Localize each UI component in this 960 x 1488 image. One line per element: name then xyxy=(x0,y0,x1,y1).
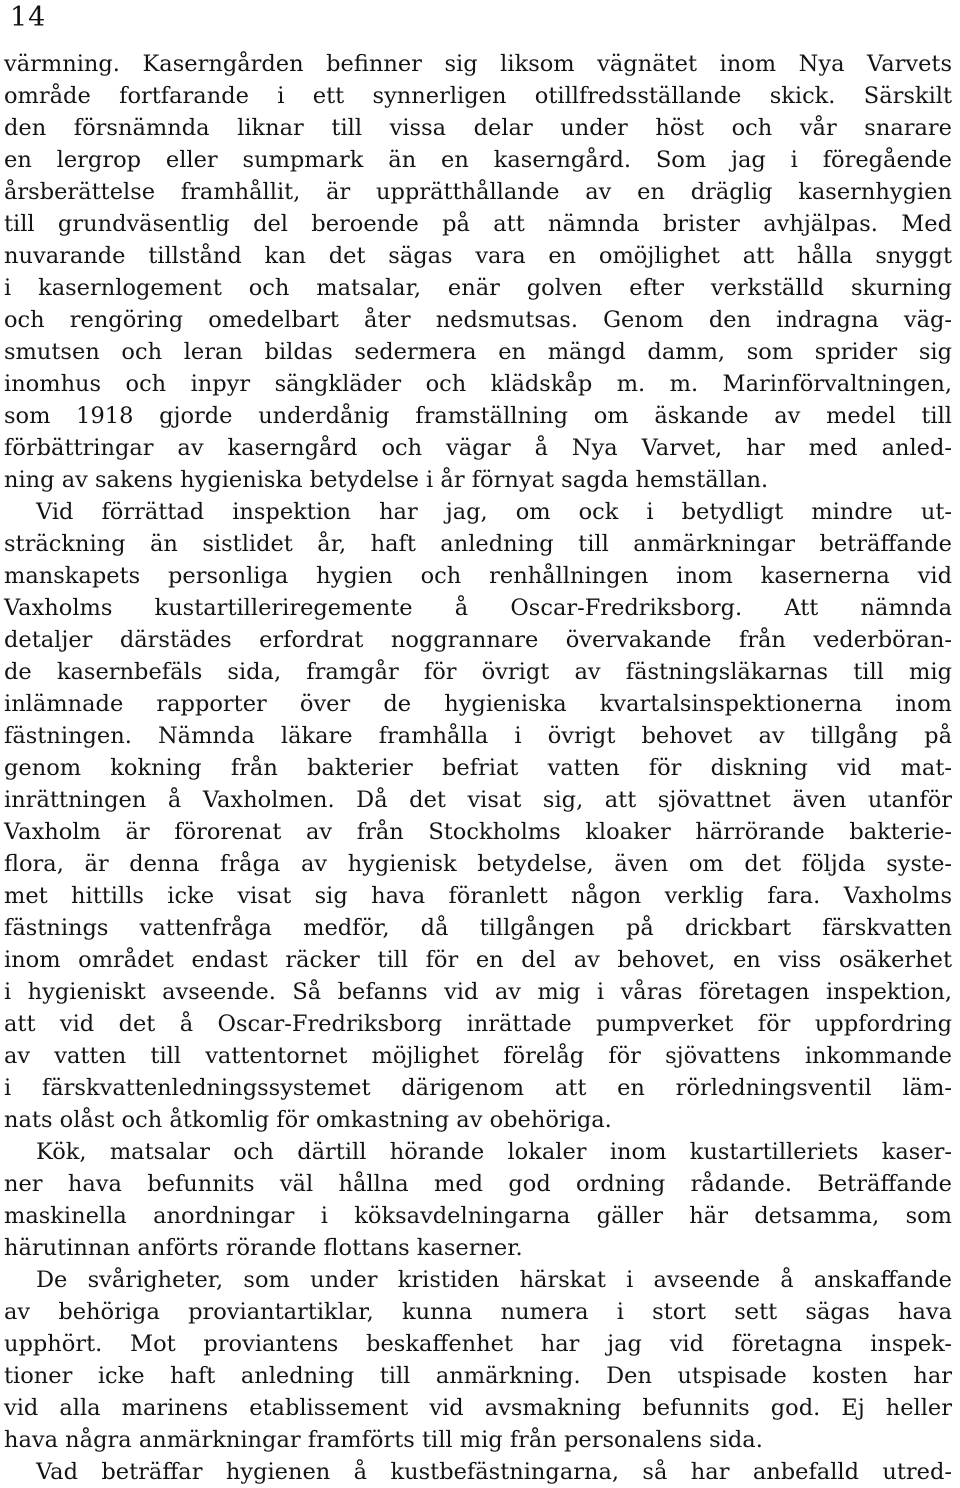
text-line: att vid det å Oscar-Fredriksborg inrättade pumpverket för uppfordring xyxy=(4,1011,952,1037)
text-line: vid alla marinens etablissement vid avsmakning befunnits god. Ej heller xyxy=(4,1395,952,1421)
text-line: Vid förrättad inspektion har jag, om ock i betydligt mindre ut- xyxy=(36,499,952,525)
text-line: inom området endast räcker till för en del av behovet, en viss osäkerhet xyxy=(4,947,952,973)
text-line: område fortfarande i ett synnerligen otillfredsställande skick. Särskilt xyxy=(4,83,952,109)
text-line: i hygieniskt avseende. Så befanns vid av mig i våras företagen inspektion, xyxy=(4,979,952,1005)
text-line: nuvarande tillstånd kan det sägas vara en omöjlighet att hålla snyggt xyxy=(4,243,952,269)
text-line: fästnings vattenfråga medför, då tillgången på drickbart färskvatten xyxy=(4,915,952,941)
text-line: maskinella anordningar i köksavdelningarna gäller här detsamma, som xyxy=(4,1203,952,1229)
text-line: härutinnan anförts rörande flottans kaserner. xyxy=(4,1235,523,1261)
text-line: i färskvattenledningssystemet därigenom att en rörledningsventil läm- xyxy=(4,1075,952,1101)
text-line: upphört. Mot proviantens beskaffenhet har jag vid företagna inspek- xyxy=(4,1331,952,1357)
text-line: Vad beträffar hygienen å kustbefästningarna, så har anbefalld utred- xyxy=(36,1459,952,1485)
text-line: en lergrop eller sumpmark än en kaserngård. Som jag i föregående xyxy=(4,147,952,173)
text-line: manskapets personliga hygien och renhållningen inom kasernerna vid xyxy=(4,563,952,589)
text-line: ning av sakens hygieniska betydelse i år förnyat sagda hemställan. xyxy=(4,467,769,493)
text-line: met hittills icke visat sig hava föranlett någon verklig fara. Vaxholms xyxy=(4,883,952,909)
text-line: och rengöring omedelbart åter nedsmutsas. Genom den indragna väg- xyxy=(4,307,952,333)
text-line: förbättringar av kaserngård och vägar å Nya Varvet, har med anled- xyxy=(4,435,952,461)
text-line: Kök, matsalar och därtill hörande lokaler inom kustartilleriets kaser- xyxy=(36,1139,952,1165)
text-line: flora, är denna fråga av hygienisk betydelse, även om det följda syste- xyxy=(4,851,952,877)
text-line: ner hava befunnits väl hållna med god ordning rådande. Beträffande xyxy=(4,1171,952,1197)
text-line: De svårigheter, som under kristiden härskat i avseende å anskaffande xyxy=(36,1267,952,1293)
text-line: hava några anmärkningar framförts till mig från personalens sida. xyxy=(4,1427,763,1453)
text-line: genom kokning från bakterier befriat vatten för diskning vid mat- xyxy=(4,755,952,781)
text-line: av vatten till vattentornet möjlighet förelåg för sjövattens inkommande xyxy=(4,1043,952,1069)
text-line: inlämnade rapporter över de hygieniska kvartalsinspektionerna inom xyxy=(4,691,952,717)
text-line: som 1918 gjorde underdånig framställning om äskande av medel till xyxy=(4,403,952,429)
text-line: smutsen och leran bildas sedermera en mängd damm, som sprider sig xyxy=(4,339,952,365)
text-line: tioner icke haft anledning till anmärkning. Den utspisade kosten har xyxy=(4,1363,952,1389)
text-line: den försnämnda liknar till vissa delar under höst och vår snarare xyxy=(4,115,952,141)
text-line: de kasernbefäls sida, framgår för övrigt av fästningsläkarnas till mig xyxy=(4,659,952,685)
page-number: 14 xyxy=(10,2,47,33)
text-line: Vaxholms kustartilleriregemente å Oscar-Fredriksborg. Att nämnda xyxy=(4,595,952,621)
text-line: Vaxholm är förorenat av från Stockholms kloaker härrörande bakterie- xyxy=(4,819,952,845)
text-line: nats olåst och åtkomlig för omkastning av obehöriga. xyxy=(4,1107,612,1133)
text-line: inrättningen å Vaxholmen. Då det visat sig, att sjövattnet även utanför xyxy=(4,787,952,813)
text-line: inomhus och inpyr sängkläder och klädskåp m. m. Marinförvaltningen, xyxy=(4,371,952,397)
text-line: sträckning än sistlidet år, haft anledning till anmärkningar beträffande xyxy=(4,531,952,557)
text-line: årsberättelse framhållit, är upprätthållande av en dräglig kasernhygien xyxy=(4,179,952,205)
text-line: värmning. Kaserngården befinner sig liksom vägnätet inom Nya Varvets xyxy=(4,51,952,77)
text-line: till grundväsentlig del beroende på att nämnda brister avhjälpas. Med xyxy=(4,211,952,237)
text-line: av behöriga proviantartiklar, kunna numera i stort sett sägas hava xyxy=(4,1299,952,1325)
text-line: detaljer därstädes erfordrat noggrannare övervakande från vederböran- xyxy=(4,627,952,653)
text-line: i kasernlogement och matsalar, enär golven efter verkställd skurning xyxy=(4,275,952,301)
text-line: fästningen. Nämnda läkare framhålla i övrigt behovet av tillgång på xyxy=(4,723,952,749)
